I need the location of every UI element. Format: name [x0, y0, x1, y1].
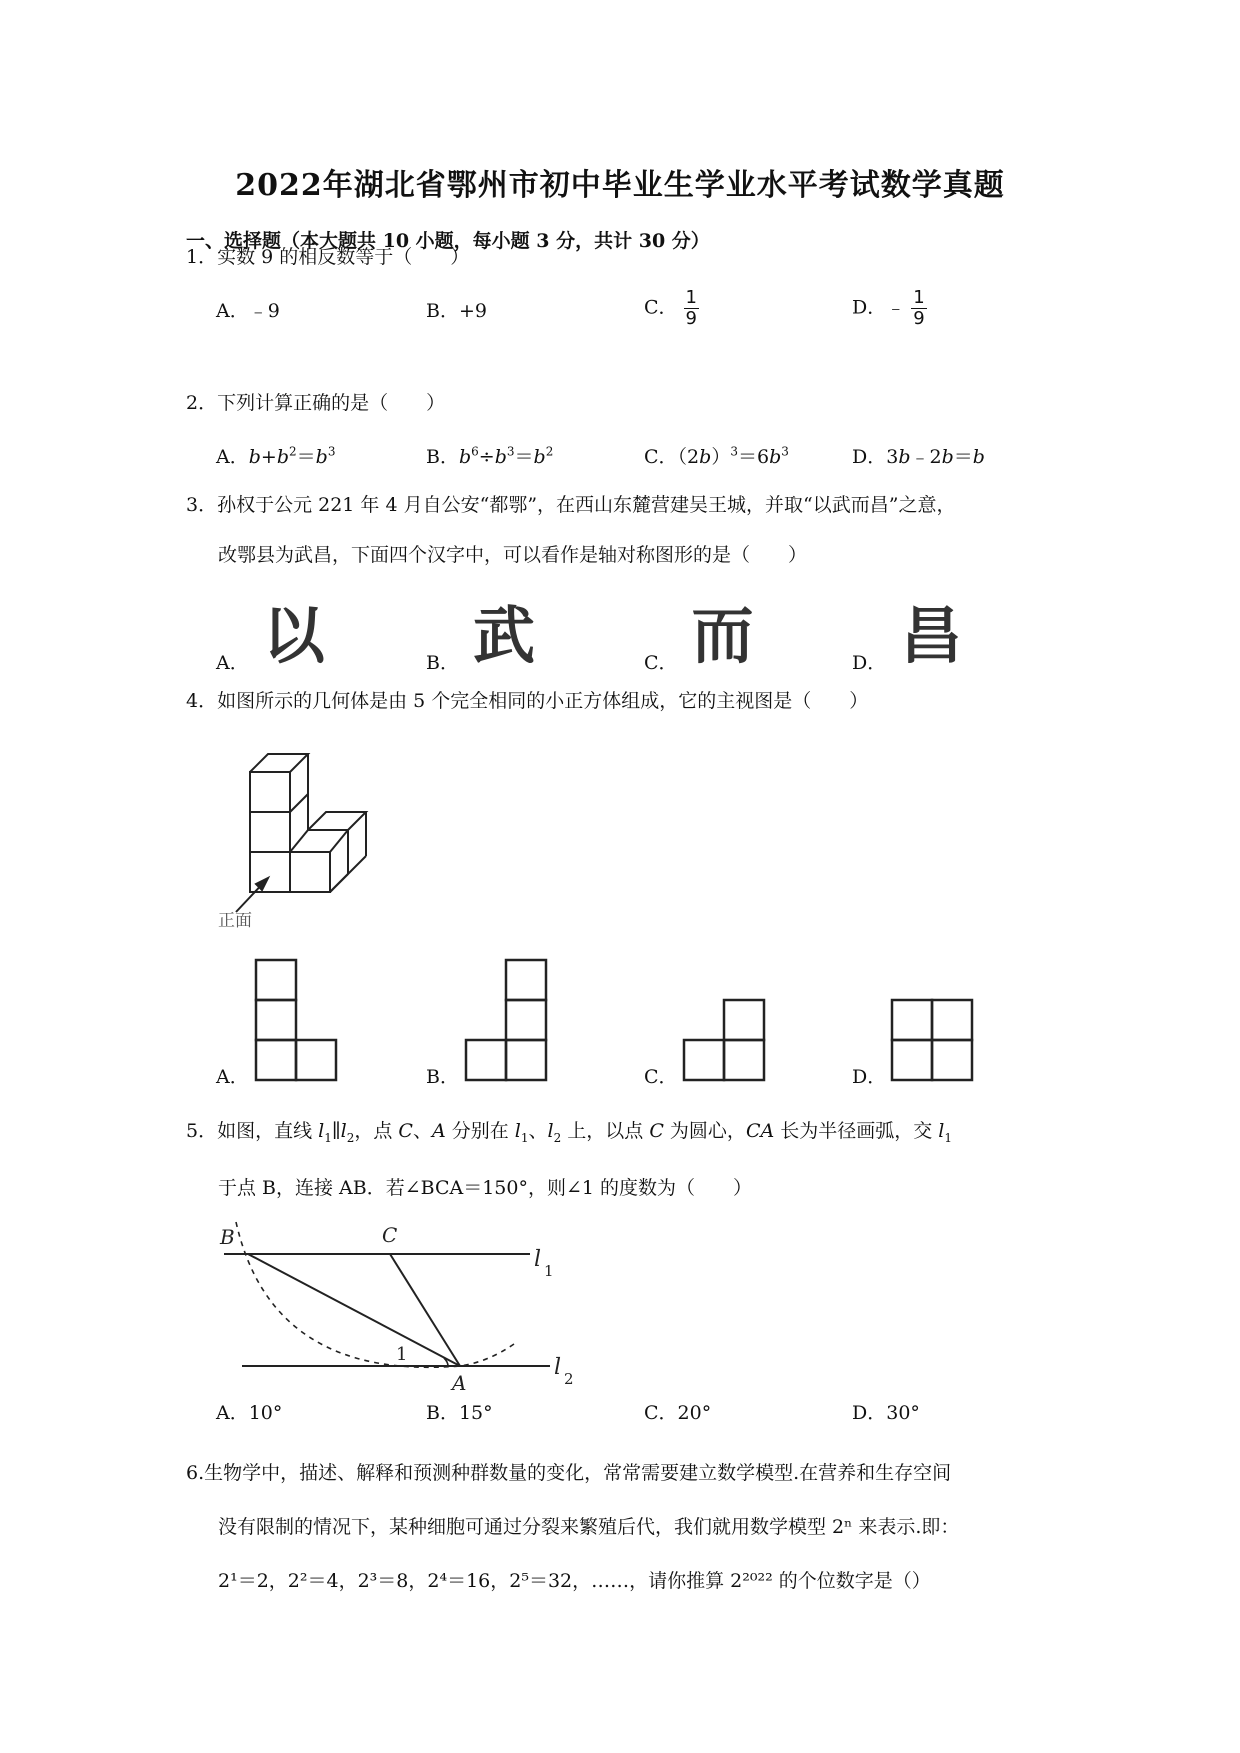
q1-option-d-fraction: $\frac{1}{9}$ — [913, 287, 925, 329]
question-1-options — [216, 287, 1116, 356]
question-2-stem: 2．下列计算正确的是（ ） — [186, 392, 446, 414]
q5-label-angle1: 1 — [396, 1344, 408, 1365]
q4-view-d — [892, 1000, 976, 1084]
q4-option-b[interactable]: B． — [426, 1066, 459, 1088]
question-3-options — [216, 586, 1116, 674]
q3-option-b[interactable]: B． 武 — [426, 599, 535, 674]
q4-view-c — [684, 1000, 764, 1084]
q3-option-c[interactable]: C． 而 — [644, 599, 754, 674]
question-1 — [186, 232, 1066, 282]
q4-option-d[interactable]: D． — [852, 1066, 887, 1088]
q5-option-c[interactable]: C．20° — [644, 1402, 712, 1424]
q4-solid-figure — [220, 730, 420, 900]
q3-char-c: 而 — [691, 599, 754, 672]
q3-char-b: 武 — [472, 599, 535, 672]
question-5 — [186, 1106, 1086, 1213]
q5-option-a[interactable]: A．10° — [216, 1402, 283, 1424]
q4-view-a — [256, 960, 336, 1084]
question-4-stem: 4．如图所示的几何体是由 5 个完全相同的小正方体组成，它的主视图是（ ） — [186, 690, 869, 712]
q1-option-b[interactable]: B．+9 — [426, 300, 487, 322]
question-1-stem: 1．实数 9 的相反数等于（ ） — [186, 246, 470, 268]
q5-label-l2-sub: 2 — [564, 1370, 574, 1388]
q4-option-a[interactable]: A． — [216, 1066, 249, 1088]
q5-geometry-figure — [212, 1223, 592, 1406]
q1-option-a[interactable]: A．﹣9 — [216, 300, 280, 322]
question-3 — [186, 480, 1086, 580]
q1-option-c-label: C． — [644, 296, 678, 319]
question-5-stem-line1: 5．如图，直线 $l_1\parallel l_2$，点 C、A 分别在 $l_1$、$l_2$ 上，以点 C 为圆心，CA 长为半径画弧，交 $l_1$ — [186, 1120, 953, 1145]
question-6 — [186, 1446, 1086, 1608]
section-heading: 一、选择题（本大题共 10 小题，每小题 3 分，共计 30 分） — [186, 230, 710, 252]
q5-label-l1: l — [534, 1247, 542, 1272]
q2-option-b[interactable]: B．$b^6\div b^3=b^2$ — [426, 444, 554, 468]
q3-option-a[interactable]: A． 以 — [216, 599, 325, 674]
q5-option-b[interactable]: B．15° — [426, 1402, 493, 1424]
q4-front-label: 正面 — [218, 911, 252, 931]
q2-option-a[interactable]: A．$b+b^2=b^3$ — [216, 444, 336, 468]
q5-option-d[interactable]: D．30° — [852, 1402, 920, 1424]
question-5-stem-line2: 于点 B，连接 AB．若∠BCA＝150°，则∠1 的度数为（ ） — [218, 1176, 753, 1199]
q5-label-C: C — [382, 1223, 398, 1247]
q1-option-d-label: D．﹣ — [852, 296, 906, 319]
question-3-stem-line1: 3．孙权于公元 221 年 4 月自公安“都鄂”，在西山东麓营建吴王城，并取“以武而昌”之意， — [186, 494, 956, 516]
question-6-stem-line3: 2¹＝2，2²＝4，2³＝8，2⁴＝16，2⁵＝32，……，请你推算 2²⁰²² 的个位数字是（） — [218, 1570, 931, 1592]
q3-option-d[interactable]: D． 昌 — [852, 599, 963, 674]
question-4 — [186, 676, 1066, 726]
page-title: 2022年湖北省鄂州市初中毕业生学业水平考试数学真题 — [235, 168, 1005, 203]
q5-label-l1-sub: 1 — [544, 1262, 554, 1280]
q1-option-d[interactable] — [852, 288, 927, 329]
q1-option-c[interactable] — [644, 288, 699, 329]
q2-option-d[interactable]: D．3b﹣2b＝b — [852, 446, 985, 468]
q2-option-c[interactable]: C．$(2b)^3=6b^3$ — [644, 444, 789, 468]
q3-char-d: 昌 — [900, 599, 963, 672]
q4-view-b — [466, 960, 546, 1084]
q5-label-B: B — [220, 1225, 235, 1249]
question-2 — [186, 378, 1066, 428]
q1-option-c-fraction: $\frac{1}{9}$ — [685, 287, 697, 329]
question-6-stem-line2: 没有限制的情况下，某种细胞可通过分裂来繁殖后代，我们就用数学模型 2ⁿ 来表示.即： — [218, 1516, 960, 1538]
q5-label-l2: l — [554, 1355, 562, 1380]
question-3-stem-line2: 改鄂县为武昌，下面四个汉字中，可以看作是轴对称图形的是（ ） — [218, 544, 808, 566]
q4-option-c[interactable]: C． — [644, 1066, 678, 1088]
question-6-stem-line1: 6.生物学中，描述、解释和预测种群数量的变化，常常需要建立数学模型.在营养和生存空间 — [186, 1462, 952, 1484]
q3-char-a: 以 — [262, 599, 325, 672]
q5-label-A: A — [452, 1371, 467, 1395]
